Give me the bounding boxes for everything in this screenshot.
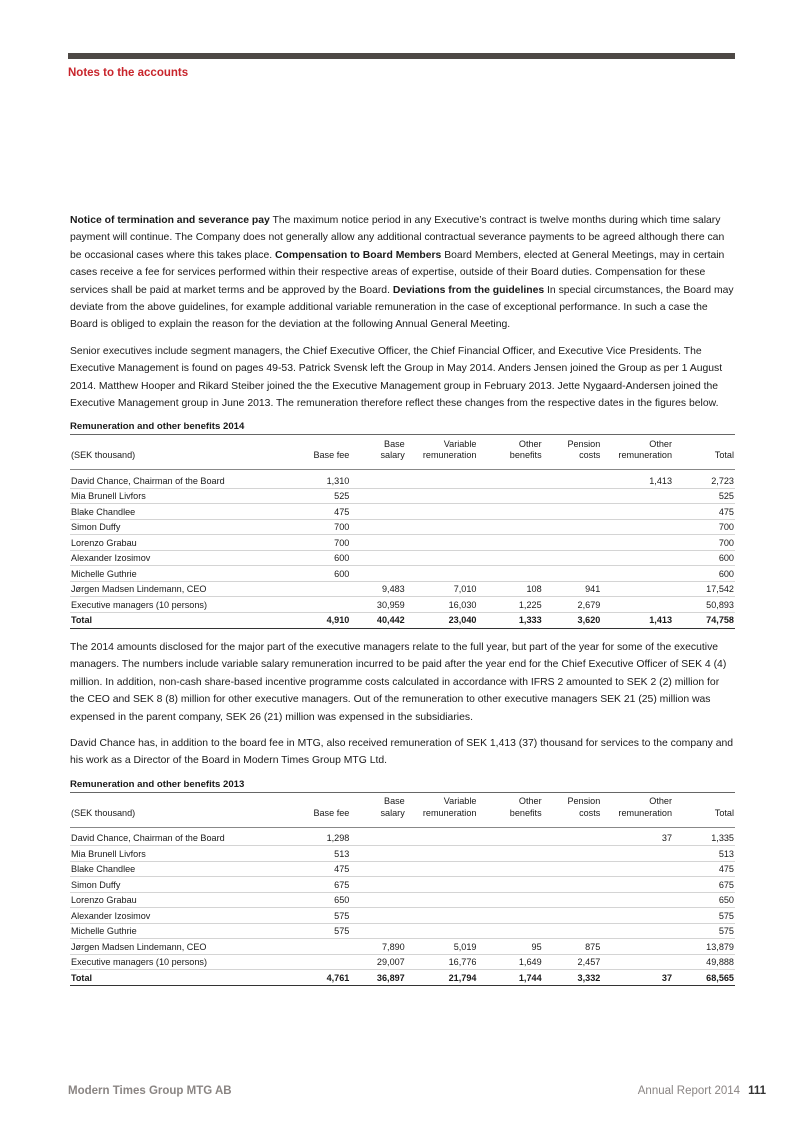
- column-header: [285, 792, 350, 808]
- table-cell: [350, 566, 405, 582]
- table-cell: [543, 827, 602, 846]
- column-header: [673, 435, 735, 451]
- row-label: Jørgen Madsen Lindemann, CEO: [70, 581, 285, 597]
- table-2013: [70, 792, 735, 987]
- total-cell: 1,413: [601, 612, 673, 628]
- row-label: David Chance, Chairman of the Board: [70, 470, 285, 489]
- table-cell: [350, 861, 405, 877]
- table-header-row: [70, 435, 735, 451]
- column-header: Other: [601, 435, 673, 451]
- table-cell: 2,457: [543, 954, 602, 970]
- paragraph-guidelines: [70, 212, 735, 334]
- total-cell: 3,332: [543, 970, 602, 986]
- total-cell: 37: [601, 970, 673, 986]
- table-total-row: [70, 612, 735, 628]
- table-row: [70, 827, 735, 846]
- column-header: Other: [477, 792, 542, 808]
- table-cell: 600: [673, 550, 735, 566]
- table-cell: [543, 908, 602, 924]
- total-cell: 3,620: [543, 612, 602, 628]
- column-header: (SEK thousand): [70, 450, 285, 470]
- table-cell: 875: [543, 939, 602, 955]
- table-row: [70, 597, 735, 613]
- total-cell: 40,442: [350, 612, 405, 628]
- row-label: Michelle Guthrie: [70, 566, 285, 582]
- table-cell: [350, 846, 405, 862]
- total-cell: 4,910: [285, 612, 350, 628]
- table-cell: [601, 581, 673, 597]
- table-cell: [543, 923, 602, 939]
- table-cell: 1,649: [477, 954, 542, 970]
- total-cell: 36,897: [350, 970, 405, 986]
- footer-report: [638, 1085, 766, 1097]
- column-header: benefits: [477, 450, 542, 470]
- table-cell: [285, 597, 350, 613]
- table-cell: [406, 550, 478, 566]
- table-cell: [601, 861, 673, 877]
- text-notice: The maximum notice period in any Executive’s contract is twelve months during which time salary payment will continue. The Company does not generally allow any additional contractual severance payments to be agreed although there can be occasional cases where this takes place.: [70, 215, 725, 261]
- row-label: Simon Duffy: [70, 877, 285, 893]
- table-cell: [477, 470, 542, 489]
- table-cell: 575: [285, 908, 350, 924]
- table-2013-caption: Remuneration and other benefits 2013: [70, 778, 245, 790]
- table-cell: [601, 566, 673, 582]
- table-cell: 475: [285, 861, 350, 877]
- total-cell: 23,040: [406, 612, 478, 628]
- table-cell: [601, 877, 673, 893]
- table-cell: 650: [673, 892, 735, 908]
- table-cell: [543, 488, 602, 504]
- table-cell: 700: [285, 535, 350, 551]
- table-cell: [350, 908, 405, 924]
- table-cell: [601, 892, 673, 908]
- row-label: Lorenzo Grabau: [70, 535, 285, 551]
- column-header: remuneration: [601, 450, 673, 470]
- column-header: [673, 792, 735, 808]
- table-cell: [477, 519, 542, 535]
- table-row: [70, 861, 735, 877]
- table-cell: [477, 877, 542, 893]
- table-cell: [406, 519, 478, 535]
- table-cell: [406, 827, 478, 846]
- table-cell: [406, 923, 478, 939]
- table-cell: [406, 566, 478, 582]
- row-label: Alexander Izosimov: [70, 908, 285, 924]
- paragraph-amounts: The 2014 amounts disclosed for the major part of the executive managers relate to the full year, but part of the year for some of the executive managers. The numbers include variable salary remuneration incurred to be paid after the year end for the Chief Executive Officer of SEK 4 (4) million. In addition, non-cash share-based incentive programme costs calculated in accordance with IFRS 2 amounted to SEK 2 (2) million for the CEO and SEK 8 (8) million for other executive managers. Out of the remuneration to other executive managers SEK 21 (25) million was expensed in the parent company, SEK 26 (21) million was expensed in the subsidiaries.: [70, 641, 727, 723]
- table-cell: [543, 519, 602, 535]
- table-cell: [477, 908, 542, 924]
- total-cell: 1,744: [477, 970, 542, 986]
- table-cell: 2,679: [543, 597, 602, 613]
- column-header: Total: [673, 450, 735, 470]
- table-cell: 17,542: [673, 581, 735, 597]
- table-cell: 13,879: [673, 939, 735, 955]
- column-header: Pension: [543, 792, 602, 808]
- table-cell: [477, 566, 542, 582]
- table-cell: [406, 877, 478, 893]
- table-cell: [601, 550, 673, 566]
- table-cell: 700: [673, 519, 735, 535]
- table-cell: [601, 504, 673, 520]
- table-cell: [350, 519, 405, 535]
- table-cell: [477, 923, 542, 939]
- table-cell: 30,959: [350, 597, 405, 613]
- column-header: Variable: [406, 435, 478, 451]
- table-row: [70, 954, 735, 970]
- heading-deviations: Deviations from the guidelines: [392, 284, 545, 296]
- table-header-row: [70, 450, 735, 470]
- table-row: [70, 581, 735, 597]
- table-cell: [350, 550, 405, 566]
- row-label: Blake Chandlee: [70, 504, 285, 520]
- page-content: [70, 212, 735, 986]
- row-label: Mia Brunell Livfors: [70, 488, 285, 504]
- page-number: 111: [748, 1085, 766, 1097]
- table-cell: [350, 470, 405, 489]
- table-cell: 475: [673, 861, 735, 877]
- column-header: costs: [543, 808, 602, 828]
- table-cell: [477, 488, 542, 504]
- table-cell: [601, 535, 673, 551]
- row-label: Mia Brunell Livfors: [70, 846, 285, 862]
- table-cell: [350, 827, 405, 846]
- table-row: [70, 923, 735, 939]
- total-cell: 21,794: [406, 970, 478, 986]
- row-label: Simon Duffy: [70, 519, 285, 535]
- table-cell: [543, 861, 602, 877]
- table-cell: 513: [285, 846, 350, 862]
- column-header: Base: [350, 435, 405, 451]
- table-cell: 7,890: [350, 939, 405, 955]
- table-cell: 600: [285, 566, 350, 582]
- table-cell: 29,007: [350, 954, 405, 970]
- row-label: Lorenzo Grabau: [70, 892, 285, 908]
- table-cell: [601, 846, 673, 862]
- table-cell: [350, 877, 405, 893]
- table-cell: 675: [673, 877, 735, 893]
- table-cell: [543, 535, 602, 551]
- column-header: Other: [477, 435, 542, 451]
- table-cell: 525: [285, 488, 350, 504]
- heading-notice: Notice of termination and severance pay: [70, 215, 270, 226]
- column-header: Other: [601, 792, 673, 808]
- table-2014: [70, 434, 735, 629]
- total-cell: 4,761: [285, 970, 350, 986]
- table-cell: [406, 861, 478, 877]
- table-cell: [477, 827, 542, 846]
- table-cell: [543, 504, 602, 520]
- row-label: Blake Chandlee: [70, 861, 285, 877]
- column-header: Base fee: [285, 450, 350, 470]
- column-header: Base: [350, 792, 405, 808]
- table-cell: [601, 939, 673, 955]
- table-cell: [406, 846, 478, 862]
- table-cell: 575: [673, 908, 735, 924]
- table-row: [70, 550, 735, 566]
- table-cell: [350, 535, 405, 551]
- table-cell: 941: [543, 581, 602, 597]
- table-2014-caption: Remuneration and other benefits 2014: [70, 421, 245, 433]
- column-header: benefits: [477, 808, 542, 828]
- table-cell: 700: [673, 535, 735, 551]
- table-cell: 1,413: [601, 470, 673, 489]
- row-label: Michelle Guthrie: [70, 923, 285, 939]
- table-cell: [477, 861, 542, 877]
- table-cell: [601, 923, 673, 939]
- column-header: Variable: [406, 792, 478, 808]
- table-cell: [406, 892, 478, 908]
- table-cell: 1,225: [477, 597, 542, 613]
- row-label: Alexander Izosimov: [70, 550, 285, 566]
- row-label: Jørgen Madsen Lindemann, CEO: [70, 939, 285, 955]
- table-cell: 50,893: [673, 597, 735, 613]
- column-header: remuneration: [406, 450, 478, 470]
- table-cell: 1,335: [673, 827, 735, 846]
- table-row: [70, 877, 735, 893]
- table-cell: [543, 550, 602, 566]
- table-cell: [601, 519, 673, 535]
- table-cell: [285, 581, 350, 597]
- table-cell: [601, 908, 673, 924]
- table-row: [70, 535, 735, 551]
- table-cell: 525: [673, 488, 735, 504]
- total-label: Total: [70, 970, 285, 986]
- heading-board: Compensation to Board Members: [275, 249, 442, 261]
- total-cell: 74,758: [673, 612, 735, 628]
- table-cell: [477, 504, 542, 520]
- table-cell: 575: [673, 923, 735, 939]
- table-cell: 475: [285, 504, 350, 520]
- table-row: [70, 488, 735, 504]
- total-label: Total: [70, 612, 285, 628]
- column-header: remuneration: [406, 808, 478, 828]
- table-cell: [543, 846, 602, 862]
- table-header-row: [70, 792, 735, 808]
- table-cell: 2,723: [673, 470, 735, 489]
- table-cell: 5,019: [406, 939, 478, 955]
- table-cell: 575: [285, 923, 350, 939]
- table-row: [70, 519, 735, 535]
- column-header: Base fee: [285, 808, 350, 828]
- column-header: costs: [543, 450, 602, 470]
- table-header-row: [70, 808, 735, 828]
- table-cell: 108: [477, 581, 542, 597]
- table-row: [70, 892, 735, 908]
- table-total-row: [70, 970, 735, 986]
- table-cell: [406, 504, 478, 520]
- table-cell: [406, 535, 478, 551]
- table-cell: 475: [673, 504, 735, 520]
- table-cell: [477, 846, 542, 862]
- table-cell: 650: [285, 892, 350, 908]
- column-header: [70, 435, 285, 451]
- paragraph-executives: Senior executives include segment managers, the Chief Executive Officer, the Chief Financial Officer, and Executive Vice Presidents. The Executive Management is found on pages 49-53. Patrick Svensk left the Group in May 2014. Anders Jensen joined the Group as per 1 August 2014. Matthew Hooper and Rikard Steiber joined the the Executive Management group in February 2013. Jette Nygaard-Andersen joined the Executive Management group in June 2013. The remuneration therefore reflect these changes from the respective dates in the figures below.: [70, 345, 723, 410]
- table-cell: [285, 954, 350, 970]
- footer-company: Modern Times Group MTG AB: [68, 1085, 232, 1097]
- table-row: [70, 846, 735, 862]
- column-header: salary: [350, 808, 405, 828]
- total-cell: 68,565: [673, 970, 735, 986]
- table-row: [70, 908, 735, 924]
- table-cell: [350, 488, 405, 504]
- row-label: David Chance, Chairman of the Board: [70, 827, 285, 846]
- table-cell: 1,298: [285, 827, 350, 846]
- table-row: [70, 470, 735, 489]
- table-cell: [477, 892, 542, 908]
- table-cell: 600: [673, 566, 735, 582]
- table-cell: 37: [601, 827, 673, 846]
- section-title: Notes to the accounts: [68, 67, 189, 79]
- table-cell: [601, 954, 673, 970]
- text-board: Board Members, elected at General Meetings, may in certain cases receive a fee for services performed within their respective areas of expertise, outside of their Board duties. Compensation for these services shall be paid at market terms and be approved by the Board.: [70, 249, 725, 296]
- table-cell: [543, 892, 602, 908]
- text-deviations: In special circumstances, the Board may deviate from the above guidelines, for example additional variable remuneration in the case of exceptional performance. In such a case the Board is obliged to explain the reason for the deviation at the following Annual General Meeting.: [70, 284, 734, 331]
- table-cell: [601, 597, 673, 613]
- table-cell: [350, 892, 405, 908]
- table-cell: 700: [285, 519, 350, 535]
- column-header: (SEK thousand): [70, 808, 285, 828]
- row-label: Executive managers (10 persons): [70, 954, 285, 970]
- table-cell: 9,483: [350, 581, 405, 597]
- table-cell: [543, 470, 602, 489]
- table-cell: [477, 550, 542, 566]
- table-cell: [406, 470, 478, 489]
- table-cell: 7,010: [406, 581, 478, 597]
- table-cell: 513: [673, 846, 735, 862]
- table-cell: [543, 566, 602, 582]
- table-cell: [601, 488, 673, 504]
- table-cell: [477, 535, 542, 551]
- column-header: [285, 435, 350, 451]
- table-cell: [285, 939, 350, 955]
- row-label: Executive managers (10 persons): [70, 597, 285, 613]
- paragraph-david-chance: David Chance has, in addition to the board fee in MTG, also received remuneration of SEK 1,413 (37) thousand for services to the company and his work as a Director of the Board in Modern Times Group MTG Ltd.: [70, 738, 734, 767]
- table-cell: [406, 908, 478, 924]
- header-rule: [68, 53, 735, 59]
- table-cell: 95: [477, 939, 542, 955]
- table-row: [70, 566, 735, 582]
- table-row: [70, 504, 735, 520]
- table-cell: 49,888: [673, 954, 735, 970]
- column-header: [70, 792, 285, 808]
- table-cell: [406, 488, 478, 504]
- table-cell: 600: [285, 550, 350, 566]
- table-row: [70, 939, 735, 955]
- table-cell: [543, 877, 602, 893]
- column-header: salary: [350, 450, 405, 470]
- column-header: Pension: [543, 435, 602, 451]
- table-cell: 16,030: [406, 597, 478, 613]
- table-cell: 16,776: [406, 954, 478, 970]
- table-cell: 1,310: [285, 470, 350, 489]
- footer-report-title: Annual Report 2014: [637, 1085, 741, 1097]
- table-cell: [350, 504, 405, 520]
- total-cell: 1,333: [477, 612, 542, 628]
- column-header: Total: [673, 808, 735, 828]
- column-header: remuneration: [601, 808, 673, 828]
- table-cell: 675: [285, 877, 350, 893]
- table-cell: [350, 923, 405, 939]
